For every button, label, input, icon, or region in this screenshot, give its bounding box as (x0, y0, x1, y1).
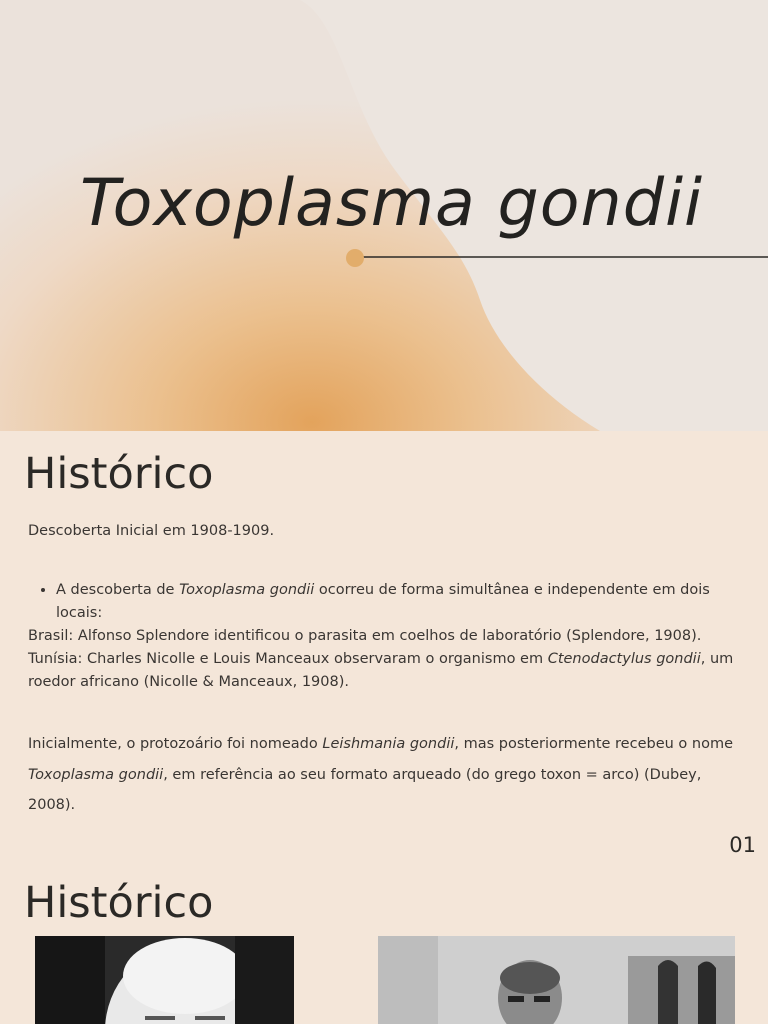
intro-text: Descoberta Inicial em 1908-1909. (28, 523, 275, 539)
bullet-list (28, 579, 748, 625)
naming-middle: , mas posteriormente recebeu o nome (454, 736, 734, 752)
underline-dot-icon (346, 249, 364, 267)
title-underline (0, 0, 768, 431)
current-name: Toxoplasma gondii (28, 766, 164, 783)
tunisia-suffix: , um roedor africano (Nicolle & Manceaux, 1908). (28, 651, 734, 690)
host-species-name: Ctenodactylus gondii (547, 651, 701, 667)
portrait-right-image (378, 936, 735, 1024)
cover-slide (0, 0, 768, 431)
portrait-photo-left (35, 936, 294, 1024)
section-heading: Histórico (24, 878, 214, 928)
tunisia-line (28, 648, 748, 694)
page-number: 01 (729, 833, 756, 857)
tunisia-prefix: Tunísia: Charles Nicolle e Louis Manceaux observaram o organismo em (28, 651, 548, 667)
portrait-photo-right (378, 936, 735, 1024)
naming-suffix: , em referência ao seu formato arqueado (do grego toxon = arco) (Dubey, 2008). (28, 766, 702, 813)
portrait-left-image (35, 936, 294, 1024)
bullet-suffix: ocorreu de forma simultânea e independente em dois locais: (56, 582, 710, 621)
bullet-prefix: A descoberta de (56, 582, 180, 598)
brasil-line: Brasil: Alfonso Splendore identificou o parasita em coelhos de laboratório (Splendore, 1908). (28, 628, 702, 644)
historico-slide (0, 431, 768, 862)
section-heading: Histórico (24, 449, 214, 499)
list-item (56, 579, 748, 625)
former-name: Leishmania gondii (322, 736, 455, 752)
discovery-block (28, 579, 748, 694)
naming-paragraph (28, 729, 748, 821)
historico-photos-slide (0, 862, 768, 1024)
naming-prefix: Inicialmente, o protozoário foi nomeado (28, 736, 323, 752)
species-name: Toxoplasma gondii (179, 582, 315, 598)
cover-title: Toxoplasma gondii (80, 166, 704, 241)
